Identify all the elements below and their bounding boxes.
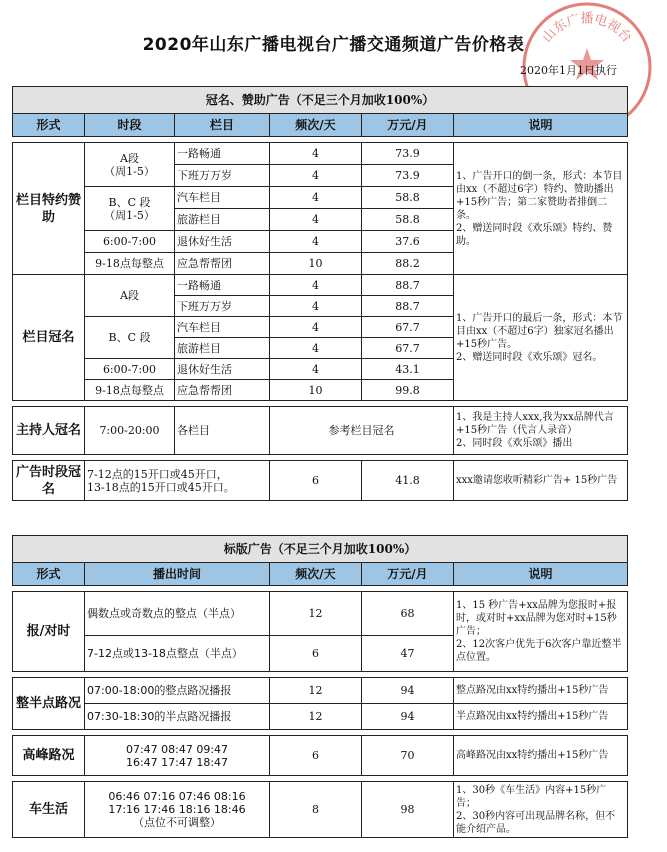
- program-cell: 退休好生活: [175, 231, 270, 253]
- table-row: [13, 678, 628, 704]
- col-header-price: 万元/月: [362, 563, 454, 586]
- table-row: [13, 143, 628, 165]
- price-cell: 73.9: [362, 165, 454, 187]
- freq-cell: 4: [270, 338, 362, 359]
- price-cell: 94: [362, 678, 454, 704]
- price-cell: 98: [362, 782, 454, 838]
- time-cell: A段: [85, 275, 175, 317]
- note-cell: 1、30秒《车生活》内容+15秒广告； 2、30秒内容可出现品牌名称，但不能介绍产品。: [454, 782, 628, 838]
- freq-cell: 4: [270, 165, 362, 187]
- price-cell: 99.8: [362, 380, 454, 401]
- time-cell: A段 （周1-5）: [85, 143, 175, 187]
- price-cell: 41.8: [362, 461, 454, 501]
- table-row: [13, 592, 628, 636]
- freq-cell: 12: [270, 678, 362, 704]
- price-cell: 88.7: [362, 275, 454, 296]
- form-cell: 车生活: [13, 782, 85, 838]
- freq-cell: 12: [270, 704, 362, 730]
- note-cell: 1、15 秒广告+xx品牌为您报时+报时，或对时+xx品牌为您对时+15秒广告； 2、12次客户优先于6次客户靠近整半点位置。: [454, 592, 628, 672]
- time-cell: 06:46 07:16 07:46 08:16 17:16 17:46 18:16 18:46 （点位不可调整）: [85, 782, 270, 838]
- freq-cell: 4: [270, 209, 362, 231]
- table-row: [13, 736, 628, 776]
- program-cell: 汽车栏目: [175, 317, 270, 338]
- program-cell: 各栏目: [175, 407, 270, 455]
- form-cell: 主持人冠名: [13, 407, 85, 455]
- price-cell: 88.2: [362, 253, 454, 275]
- time-cell: 7:00-20:00: [85, 407, 175, 455]
- freq-cell: 10: [270, 380, 362, 401]
- note-cell: 高峰路况由xx特约播出+15秒广告: [454, 736, 628, 776]
- time-cell: 9-18点每整点: [85, 253, 175, 275]
- freq-cell: 10: [270, 253, 362, 275]
- program-cell: 应急帮帮团: [175, 380, 270, 401]
- table-row: [13, 407, 628, 455]
- program-cell: 一路畅通: [175, 275, 270, 296]
- price-cell: 47: [362, 636, 454, 672]
- time-cell: 7-12点或13-18点整点（半点）: [85, 636, 270, 672]
- col-header-form: 形式: [13, 114, 85, 137]
- col-header-price: 万元/月: [362, 114, 454, 137]
- program-cell: 下班万万岁: [175, 296, 270, 317]
- seal-top-text: 山东广播电视台: [539, 11, 635, 46]
- note-cell: xxx邀请您收听精彩广告+ 15秒广告: [454, 461, 628, 501]
- sponsorship-price-table: [12, 86, 628, 501]
- time-cell: 9-18点每整点: [85, 380, 175, 401]
- program-cell: 下班万万岁: [175, 165, 270, 187]
- program-cell: 退休好生活: [175, 359, 270, 380]
- reference-cell: 参考栏目冠名: [270, 407, 454, 455]
- price-cell: 88.7: [362, 296, 454, 317]
- col-header-note: 说明: [454, 114, 628, 137]
- form-cell: 整半点路况: [13, 678, 85, 730]
- price-cell: 73.9: [362, 143, 454, 165]
- price-cell: 37.6: [362, 231, 454, 253]
- price-cell: 58.8: [362, 187, 454, 209]
- execution-date: 2020年1月1日执行: [520, 64, 617, 77]
- standard-ad-price-table: [12, 535, 628, 838]
- table-row: [13, 782, 628, 838]
- time-cell: 7-12点的15开口或45开口， 13-18点的15开口或45开口。: [85, 461, 270, 501]
- table-row: [13, 704, 628, 730]
- freq-cell: 4: [270, 231, 362, 253]
- price-cell: 58.8: [362, 209, 454, 231]
- form-cell: 栏目冠名: [13, 275, 85, 401]
- time-cell: 6:00-7:00: [85, 231, 175, 253]
- freq-cell: 4: [270, 187, 362, 209]
- price-cell: 67.7: [362, 338, 454, 359]
- freq-cell: 6: [270, 636, 362, 672]
- freq-cell: 4: [270, 296, 362, 317]
- form-cell: 报/对时: [13, 592, 85, 672]
- program-cell: 汽车栏目: [175, 187, 270, 209]
- col-header-program: 栏目: [175, 114, 270, 137]
- col-header-note: 说明: [454, 563, 628, 586]
- time-cell: B、C 段 （周1-5）: [85, 187, 175, 231]
- freq-cell: 4: [270, 359, 362, 380]
- program-cell: 旅游栏目: [175, 209, 270, 231]
- time-cell: 07:30-18:30的半点路况播报: [85, 704, 270, 730]
- time-cell: 07:00-18:00的整点路况播报: [85, 678, 270, 704]
- col-header-time: 时段: [85, 114, 175, 137]
- note-cell: 整点路况由xx特约播出+15秒广告: [454, 678, 628, 704]
- price-cell: 94: [362, 704, 454, 730]
- price-cell: 68: [362, 592, 454, 636]
- freq-cell: 4: [270, 275, 362, 296]
- form-cell: 高峰路况: [13, 736, 85, 776]
- time-cell: B、C 段: [85, 317, 175, 359]
- table2-caption: 标版广告（不足三个月加收100%）: [13, 536, 628, 563]
- freq-cell: 8: [270, 782, 362, 838]
- freq-cell: 6: [270, 461, 362, 501]
- page-title: 2020年山东广播电视台广播交通频道广告价格表: [142, 35, 525, 55]
- col-header-freq: 频次/天: [270, 563, 362, 586]
- freq-cell: 4: [270, 143, 362, 165]
- program-cell: 旅游栏目: [175, 338, 270, 359]
- note-cell: 1、广告开口的最后一条，形式：本节目由xx（不超过6字）独家冠名播出+15秒广告。 2、赠送同时段《欢乐颂》冠名。: [454, 275, 628, 401]
- note-cell: 半点路况由xx特约播出+15秒广告: [454, 704, 628, 730]
- note-cell: 1、广告开口的倒一条，形式：本节目由xx（不超过6字）特约、赞助播出+15秒广告；第二家赞助者排倒二条。 2、赠送同时段《欢乐颂》特约、赞助。: [454, 143, 628, 275]
- table-row: [13, 461, 628, 501]
- col-header-freq: 频次/天: [270, 114, 362, 137]
- freq-cell: 6: [270, 736, 362, 776]
- table1-caption: 冠名、赞助广告（不足三个月加收100%）: [13, 87, 628, 114]
- table-row: [13, 275, 628, 296]
- program-cell: 一路畅通: [175, 143, 270, 165]
- note-cell: 1、我是主持人xxx,我为xx品牌代言+15秒广告（代言人录音） 2、同时段《欢乐颂》播出: [454, 407, 628, 455]
- freq-cell: 4: [270, 317, 362, 338]
- col-header-form: 形式: [13, 563, 85, 586]
- form-cell: 栏目特约赞助: [13, 143, 85, 275]
- freq-cell: 12: [270, 592, 362, 636]
- time-cell: 6:00-7:00: [85, 359, 175, 380]
- price-cell: 70: [362, 736, 454, 776]
- time-cell: 07:47 08:47 09:47 16:47 17:47 18:47: [85, 736, 270, 776]
- program-cell: 应急帮帮团: [175, 253, 270, 275]
- price-cell: 67.7: [362, 317, 454, 338]
- time-cell: 偶数点或奇数点的整点（半点）: [85, 592, 270, 636]
- form-cell: 广告时段冠名: [13, 461, 85, 501]
- price-cell: 43.1: [362, 359, 454, 380]
- col-header-airtime: 播出时间: [85, 563, 270, 586]
